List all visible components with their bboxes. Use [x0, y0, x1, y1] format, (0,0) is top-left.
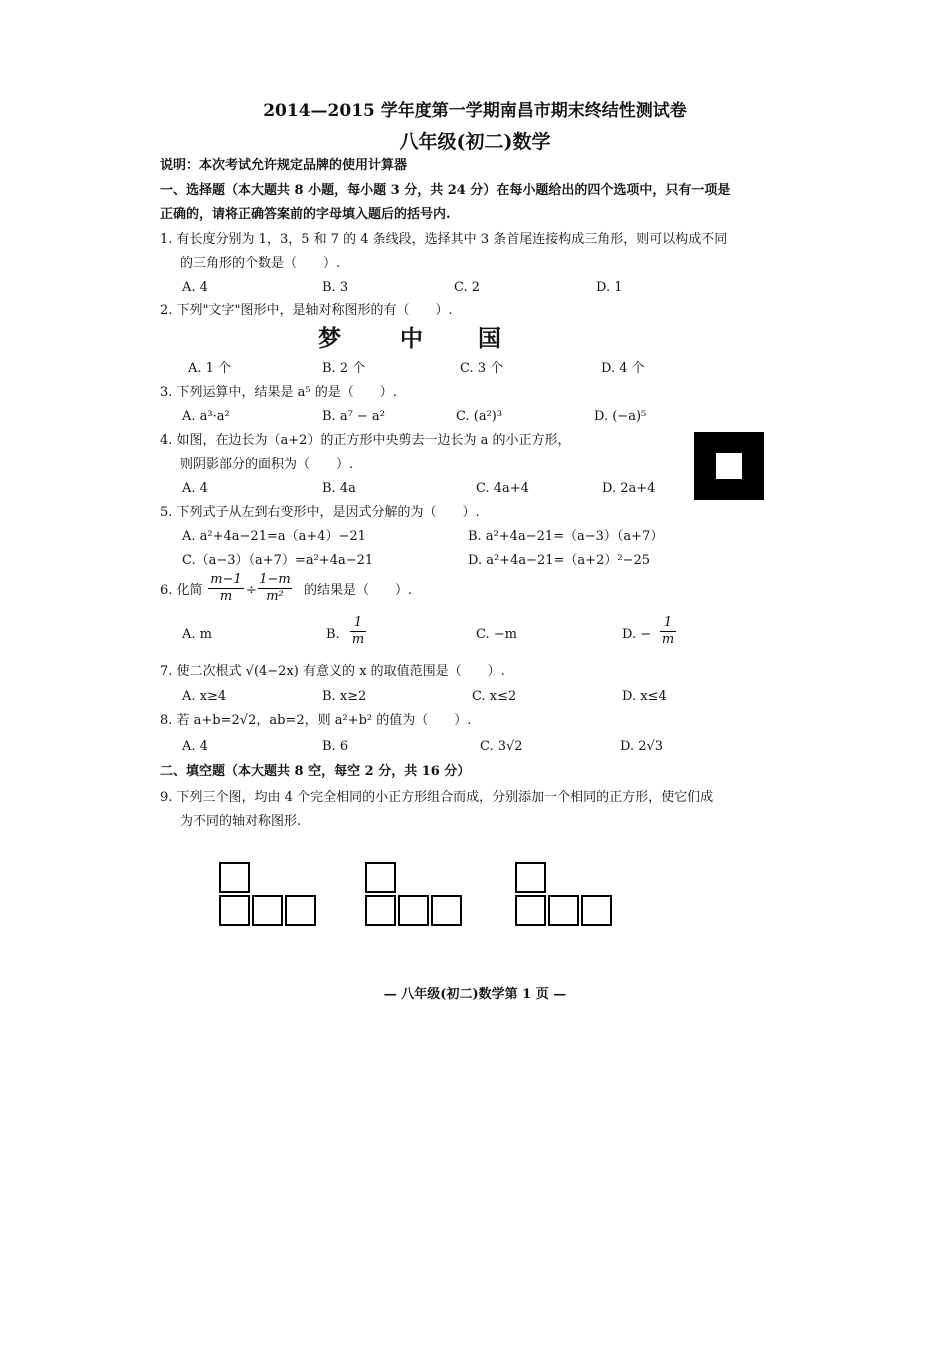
- q9-figure-3-square: [581, 895, 612, 926]
- q2-char-guo: 国: [478, 325, 501, 352]
- q8-option-b: B. 6: [322, 739, 349, 754]
- q4-stem-cont: 则阴影部分的面积为（ ）.: [180, 457, 354, 472]
- q9-figure-2-square: [365, 895, 396, 926]
- section1-heading: 一、选择题（本大题共 8 小题，每小题 3 分，共 24 分）在每小题给出的四个选项中，只有一项是: [160, 183, 731, 198]
- q8-option-d: D. 2√3: [620, 739, 664, 754]
- q6-fraction-1: [208, 573, 244, 604]
- q6-fraction-1-den: m: [219, 589, 233, 604]
- q5-option-d: D. a²+4a−21=（a+2）²−25: [468, 553, 650, 568]
- q9-stem-cont: 为不同的轴对称图形.: [180, 814, 302, 829]
- q1-option-b: B. 3: [322, 280, 349, 295]
- q9-figure-2-square: [398, 895, 429, 926]
- q5-option-c: C.（a−3）（a+7）=a²+4a−21: [182, 553, 374, 568]
- q2-option-c: C. 3 个: [460, 361, 504, 376]
- section1-heading-cont: 正确的，请将正确答案前的字母填入题后的括号内.: [160, 207, 451, 222]
- q6-suffix: 的结果是（ ）.: [304, 583, 413, 598]
- q6-fraction-2: [258, 573, 292, 604]
- q2-option-a: A. 1 个: [188, 361, 232, 376]
- q4-option-a: A. 4: [182, 481, 208, 496]
- calculator-note: 说明：本次考试允许规定品牌的使用计算器: [160, 158, 408, 173]
- q6-option-d-fraction: [660, 616, 676, 647]
- q9-figure-3-square: [548, 895, 579, 926]
- exam-subtitle: 八年级(初二)数学: [399, 131, 551, 153]
- q2-char-zhong: 中: [400, 325, 423, 352]
- q9-stem: 9. 下列三个图，均由 4 个完全相同的小正方形组合而成，分别添加一个相同的正方形，使它们成: [160, 790, 714, 805]
- q9-figure-3-square: [515, 895, 546, 926]
- q4-square-hole: [716, 453, 742, 479]
- exam-title: 2014—2015 学年度第一学期南昌市期末终结性测试卷: [263, 101, 687, 121]
- q9-figure-1-square: [285, 895, 316, 926]
- q3-stem: 3. 下列运算中，结果是 a⁵ 的是（ ）.: [160, 385, 397, 400]
- q1-option-d: D. 1: [596, 280, 623, 295]
- q6-option-b-label: B.: [326, 627, 340, 642]
- q6-option-b-num: 1: [353, 615, 363, 630]
- q3-option-c: C. (a²)³: [456, 409, 503, 424]
- q2-option-b: B. 2 个: [322, 361, 366, 376]
- q3-option-b: B. a⁷ − a²: [322, 409, 385, 424]
- q9-figure-1-square: [219, 862, 250, 893]
- page-footer: — 八年级(初二)数学第 1 页 —: [383, 987, 567, 1002]
- q3-option-d: D. (−a)⁵: [594, 409, 647, 424]
- q9-figure-2-square: [365, 862, 396, 893]
- q6-option-c: C. −m: [476, 627, 517, 642]
- q8-option-a: A. 4: [182, 739, 208, 754]
- q4-option-b: B. 4a: [322, 481, 356, 496]
- section2-heading: 二、填空题（本大题共 8 空，每空 2 分，共 16 分）: [160, 764, 471, 779]
- q7-option-b: B. x≥2: [322, 689, 367, 704]
- q2-stem: 2. 下列"文字"图形中，是轴对称图形的有（ ）.: [160, 303, 453, 318]
- q9-figure-2-square: [431, 895, 462, 926]
- q6-option-b-den: m: [351, 632, 365, 647]
- q4-option-c: C. 4a+4: [476, 481, 529, 496]
- q1-stem-cont: 的三角形的个数是（ ）.: [180, 256, 341, 271]
- q7-option-a: A. x≥4: [182, 689, 227, 704]
- q8-stem: 8. 若 a+b=2√2，ab=2，则 a²+b² 的值为（ ）.: [160, 713, 472, 728]
- q8-option-c: C. 3√2: [480, 739, 523, 754]
- q3-option-a: A. a³·a²: [182, 409, 230, 424]
- q7-stem: 7. 使二次根式 √(4−2x) 有意义的 x 的取值范围是（ ）.: [160, 664, 505, 679]
- q6-fraction-2-den: m²: [266, 589, 284, 604]
- q4-square-figure: [694, 432, 764, 500]
- q1-option-a: A. 4: [182, 280, 208, 295]
- q6-divide: ÷: [246, 583, 257, 598]
- q6-option-a: A. m: [182, 627, 212, 642]
- q5-option-a: A. a²+4a−21=a（a+4）−21: [182, 529, 366, 544]
- q2-option-d: D. 4 个: [601, 361, 645, 376]
- q9-figure-1-square: [219, 895, 250, 926]
- q5-stem: 5. 下列式子从左到右变形中，是因式分解的为（ ）.: [160, 505, 480, 520]
- q6-fraction-2-num: 1−m: [259, 572, 291, 587]
- q2-char-meng: 梦: [318, 325, 341, 352]
- q6-option-d-den: m: [661, 632, 675, 647]
- q7-option-c: C. x≤2: [472, 689, 517, 704]
- q6-option-b-fraction: [350, 616, 366, 647]
- q4-option-d: D. 2a+4: [602, 481, 656, 496]
- q7-option-d: D. x≤4: [622, 689, 667, 704]
- q5-option-b: B. a²+4a−21=（a−3）（a+7）: [468, 529, 664, 544]
- q6-option-d-label: D. −: [622, 627, 652, 642]
- q1-stem: 1. 有长度分别为 1，3，5 和 7 的 4 条线段，选择其中 3 条首尾连接构成三角形，则可以构成不同: [160, 232, 728, 247]
- q9-figure-1-square: [252, 895, 283, 926]
- q6-prefix: 6. 化简: [160, 583, 203, 598]
- q9-figure-3-square: [515, 862, 546, 893]
- q6-fraction-1-num: m−1: [210, 572, 242, 587]
- q4-stem: 4. 如图，在边长为（a+2）的正方形中央剪去一边长为 a 的小正方形，: [160, 433, 571, 448]
- q1-option-c: C. 2: [454, 280, 481, 295]
- q6-option-d-num: 1: [663, 615, 673, 630]
